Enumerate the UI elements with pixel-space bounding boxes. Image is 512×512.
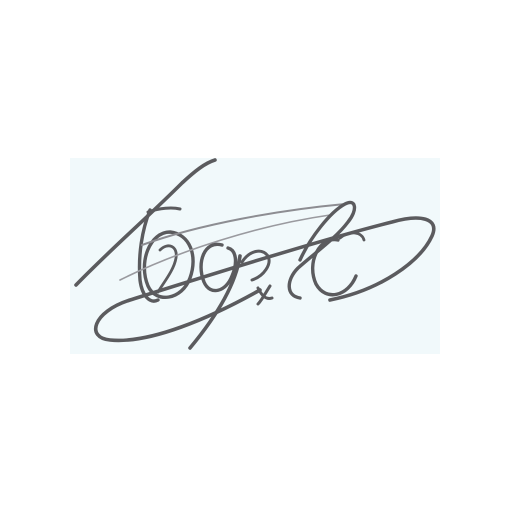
signature-stroke-crossbar [148, 208, 180, 212]
signature-stroke-light-sweep [142, 204, 345, 245]
signature-stroke-loop-2 [313, 240, 356, 295]
